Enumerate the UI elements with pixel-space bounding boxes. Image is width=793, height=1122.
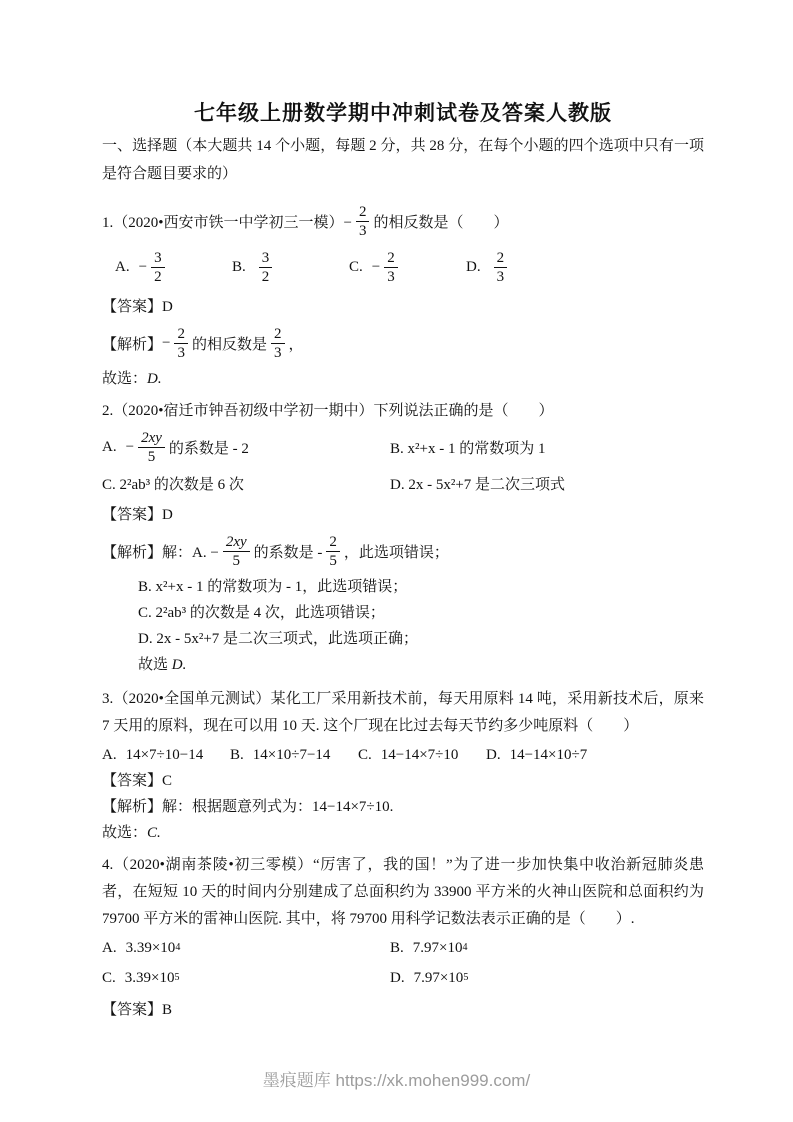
conclusion-text: 故选：	[102, 371, 148, 387]
question-4-options-row-2	[102, 965, 704, 991]
fraction	[384, 249, 398, 286]
question-2-stem: 2.（2020•宿迁市钟吾初级中学初一期中）下列说法正确的是（ ）	[102, 403, 554, 419]
fraction-denominator: 3	[387, 268, 395, 285]
option-text: 14−14×7÷10	[380, 747, 459, 763]
analysis-text: 解：根据题意列式为：14−14×7÷10.	[162, 799, 394, 815]
analysis-line	[102, 528, 704, 574]
fraction-denominator: 5	[147, 448, 156, 465]
page-title: 七年级上册数学期中冲刺试卷及答案人教版	[194, 101, 612, 125]
stem-text: 1.（2020•西安市铁一中学初三一模）−	[102, 214, 352, 231]
answer-label: 【答案】	[102, 507, 163, 523]
option-text: 7.97×10	[413, 970, 464, 986]
conclusion-text: 故选	[138, 657, 172, 673]
option-a	[102, 429, 390, 466]
minus-sign: −	[138, 258, 148, 275]
exam-page	[102, 98, 704, 1023]
option-a: A. 3.39×10 4	[102, 935, 390, 961]
option-text: 14−14×10÷7	[509, 747, 588, 763]
question-3-stem: 3.（2020•全国单元测试）某化工厂采用新技术前，每天用原料 14 吨，采用新技术后，原来 7 天用的原料，现在可以用 10 天. 这个厂现在比过去每天节约多少吨原料（ ）	[102, 691, 704, 734]
question-4	[102, 852, 704, 1023]
question-4-options-row-1	[102, 935, 704, 961]
conclusion-choice: C.	[147, 825, 161, 841]
question-3	[102, 686, 704, 846]
option-label: C.	[349, 258, 363, 275]
fraction-numerator: 3	[259, 249, 273, 268]
analysis-line	[102, 794, 704, 820]
fraction	[356, 203, 370, 240]
option-text: 3.39×10	[125, 940, 176, 956]
question-2-options-row-1	[102, 424, 704, 470]
fraction-denominator: 3	[274, 344, 282, 361]
answer-value: D	[162, 299, 173, 315]
fraction	[138, 429, 165, 466]
fraction-numerator: 2	[384, 249, 398, 268]
answer-value: C	[162, 773, 173, 789]
option-label: B.	[390, 940, 404, 956]
analysis-item-c: C. 2²ab³ 的次数是 4 次，此选项错误；	[138, 605, 385, 621]
question-1-stem	[102, 198, 704, 244]
option-c: C. 2²ab³ 的次数是 6 次	[102, 477, 244, 493]
minus-sign: −	[125, 438, 135, 455]
analysis-label: 【解析】	[102, 336, 163, 353]
question-1-options	[102, 244, 704, 290]
minus-sign: −	[162, 334, 171, 351]
minus-sign: −	[371, 258, 381, 275]
fraction	[223, 533, 250, 570]
fraction-denominator: 3	[358, 222, 367, 239]
option-c: C. 3.39×10 5	[102, 965, 390, 991]
option-b	[232, 249, 349, 286]
analysis-label: 【解析】	[102, 544, 163, 561]
option-d: D. 7.97×10 5	[390, 965, 704, 991]
option-label: D.	[466, 258, 481, 275]
option-text: 3.39×10	[124, 970, 175, 986]
option-a	[102, 742, 230, 768]
analysis-text: 的系数是 -	[253, 544, 323, 561]
conclusion-line	[102, 652, 704, 678]
fraction	[271, 325, 285, 362]
option-d	[466, 249, 583, 286]
analysis-text: 解：A. −	[162, 544, 219, 561]
conclusion-choice: D.	[147, 371, 162, 387]
option-label: A.	[102, 940, 117, 956]
option-d: D. 2x - 5x²+7 是二次三项式	[390, 477, 566, 493]
option-label: C.	[358, 747, 372, 763]
fraction-numerator: 2	[326, 533, 340, 552]
answer-line	[102, 502, 704, 528]
option-b: B. x²+x - 1 的常数项为 1	[390, 440, 546, 457]
option-c	[358, 742, 486, 768]
analysis-line	[102, 320, 704, 366]
answer-line	[102, 997, 704, 1023]
analysis-text: ，此选项错误；	[343, 544, 449, 561]
fraction-numerator: 2	[271, 325, 285, 344]
fraction-numerator: 2	[174, 325, 188, 344]
option-label: B.	[230, 747, 244, 763]
answer-line	[102, 768, 704, 794]
question-1	[102, 198, 704, 392]
conclusion-line	[102, 366, 704, 392]
option-label: A.	[102, 747, 117, 763]
question-4-stem: 4.（2020•湖南茶陵•初三零模）“厉害了，我的国！”为了进一步加快集中收治新冠肺炎患者，在短短 10 天的时间内分别建成了总面积约为 33900 平方米的火神山医院和总面积约为 79700 平方米的雷神山医院. 其中，将 79700 用科学记数法表示正确的是（ ）.	[102, 857, 704, 927]
question-2	[102, 398, 704, 678]
conclusion-text: 故选：	[102, 825, 148, 841]
conclusion-line	[102, 820, 704, 846]
option-text: 的系数是 - 2	[168, 440, 249, 457]
analysis-text: ，	[288, 336, 304, 353]
option-label: D.	[390, 970, 405, 986]
analysis-text: 的相反数是	[191, 336, 267, 353]
fraction-numerator: 2	[356, 203, 370, 222]
answer-value: D	[162, 507, 173, 523]
option-b: B. 7.97×10 4	[390, 935, 704, 961]
answer-label: 【答案】	[102, 773, 163, 789]
analysis-item-b: B. x²+x - 1 的常数项为 - 1，此选项错误；	[138, 579, 408, 595]
option-label: A.	[115, 258, 130, 275]
fraction-numerator: 2	[494, 249, 508, 268]
fraction	[151, 249, 165, 286]
fraction-denominator: 2	[154, 268, 162, 285]
option-label: A.	[102, 438, 117, 455]
option-label: B.	[232, 258, 246, 275]
option-text: 7.97×10	[412, 940, 463, 956]
question-2-options-row-2	[102, 472, 704, 498]
option-c	[349, 249, 466, 286]
fraction-denominator: 5	[329, 552, 337, 569]
option-text: 14×7÷10−14	[125, 747, 204, 763]
answer-label: 【答案】	[102, 1002, 163, 1018]
option-d	[486, 742, 614, 768]
analysis-label: 【解析】	[102, 799, 163, 815]
option-label: C.	[102, 970, 116, 986]
option-a	[115, 249, 232, 286]
option-b	[230, 742, 358, 768]
analysis-item-d: D. 2x - 5x²+7 是二次三项式，此选项正确；	[138, 631, 419, 647]
footer-watermark: 墨痕题库 https://xk.mohen999.com/	[262, 1071, 531, 1090]
answer-value: B	[162, 1002, 173, 1018]
option-label: D.	[486, 747, 501, 763]
fraction-denominator: 2	[261, 268, 270, 285]
question-3-options	[102, 742, 704, 768]
option-text: 14×10÷7−14	[252, 747, 331, 763]
section-header: 一、选择题（本大题共 14 个小题，每题 2 分，共 28 分，在每个小题的四个选项中只有一项是符合题目要求的）	[102, 138, 704, 182]
fraction	[259, 249, 273, 286]
fraction-denominator: 5	[232, 552, 240, 569]
answer-label: 【答案】	[102, 299, 163, 315]
fraction	[326, 533, 340, 570]
fraction-denominator: 3	[496, 268, 505, 285]
fraction-numerator: 3	[151, 249, 165, 268]
conclusion-choice: D.	[171, 657, 187, 673]
fraction	[174, 325, 188, 362]
fraction-numerator: 2xy	[223, 533, 250, 552]
stem-text: 的相反数是（ ）	[373, 214, 509, 231]
fraction-numerator: 2xy	[138, 429, 165, 448]
fraction-denominator: 3	[177, 344, 185, 361]
fraction	[494, 249, 508, 286]
answer-line	[102, 294, 704, 320]
